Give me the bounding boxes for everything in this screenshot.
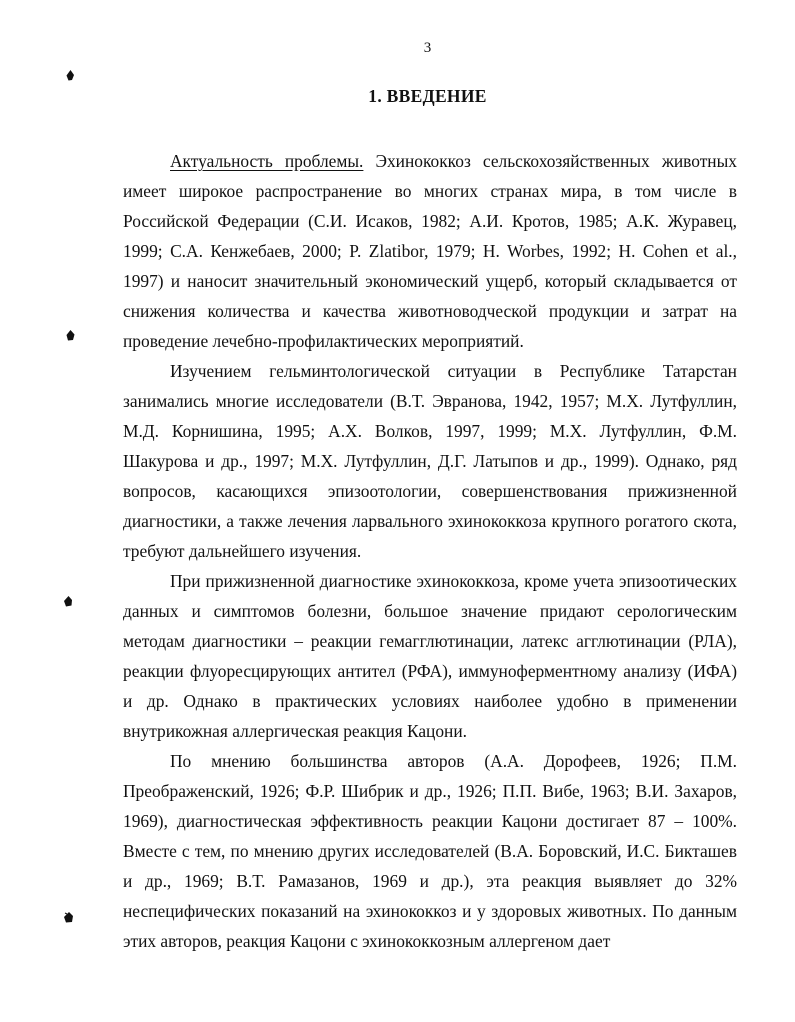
paragraph: [123, 146, 737, 356]
paragraph: [123, 566, 737, 746]
page-number: 3: [423, 40, 432, 56]
chapter-title: 1. ВВЕДЕНИЕ: [368, 86, 487, 106]
ink-dot-icon: [64, 596, 72, 606]
ink-dot-icon: [66, 330, 74, 340]
paragraph-text: Эхинококкоз сельскохозяйственных животных имеет широкое распространение во многих странах мира, в том числе в Российской Федерации (С.И. Исаков, 1982; А.И. Кротов, 1985; А.К. Журавец, 1999; С.А. Кенжебаев, 2000; P. Zlatibor, 1979; H. Worbes, 1992; H. Cohen et al., 1997) и наносит значительный экономический ущерб, который складывается от снижения количества и качества животноводческой продукции и затрат на проведение лечебно-профилактических мероприятий.: [123, 151, 737, 351]
paragraph: [123, 746, 737, 956]
body-text: [123, 146, 737, 956]
ink-dot-icon: [64, 912, 72, 922]
paragraph: [123, 356, 737, 566]
paragraph-text: По мнению большинства авторов (А.А. Дорофеев, 1926; П.М. Преображенский, 1926; Ф.Р. Шибрик и др., 1926; П.П. Вибе, 1963; В.И. Захаров, 1969), диагностическая эффективность реакции Кацони достигает 87 – 100%. Вместе с тем, по мнению других исследователей (В.А. Боровский, И.С. Бикташев и др., 1969; В.Т. Рамазанов, 1969 и др.), эта реакция выявляет до 32% неспецифических показаний на эхинококкоз и у здоровых животных. По данным этих авторов, реакция Кацони с эхинококкозным аллергеном дает: [123, 751, 737, 951]
paragraph-lead: Актуальность проблемы.: [170, 151, 364, 171]
paragraph-text: Изучением гельминтологической ситуации в Республике Татарстан занимались многие исследователи (В.Т. Эвранова, 1942, 1957; М.Х. Лутфуллин, М.Д. Корнишина, 1995; А.Х. Волков, 1997, 1999; М.Х. Лутфуллин, Ф.М. Шакурова и др., 1997; М.Х. Лутфуллин, Д.Г. Латыпов и др., 1999). Однако, ряд вопросов, касающихся эпизоотологии, совершенствования прижизненной диагностики, а также лечения ларвального эхинококкоза крупного рогатого скота, требуют дальнейшего изучения.: [123, 361, 737, 561]
ink-dot-icon: [66, 70, 74, 80]
paragraph-text: При прижизненной диагностике эхинококкоза, кроме учета эпизоотических данных и симптомов болезни, большое значение придают серологическим методам диагностики – реакции гемагглютинации, латекс агглютинации (РЛА), реакции флуоресцирующих антител (РФА), иммуноферментному анализу (ИФА) и др. Однако в практических условиях наиболее удобно в применении внутрикожная аллергическая реакция Кацони.: [123, 571, 737, 741]
